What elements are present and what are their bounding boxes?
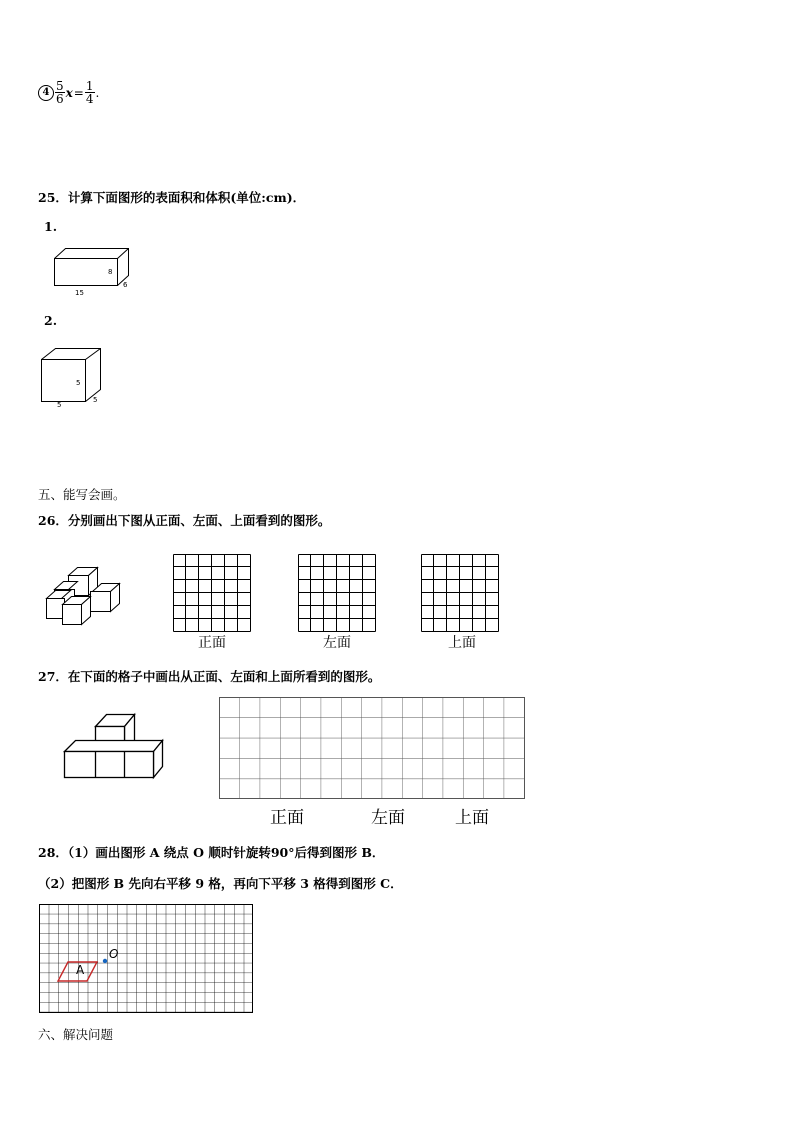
- edge-label-c: 5: [93, 396, 98, 404]
- question-27-title: 27．在下面的格子中画出从正面、左面和上面所看到的图形。: [38, 669, 381, 684]
- fraction-numerator: 1: [85, 79, 94, 93]
- question-26-title: 26．分别画出下图从正面、左面、上面看到的图形。: [38, 513, 331, 528]
- variable-x: x: [65, 85, 73, 100]
- question-28-line-1: 28．（1）画出图形 A 绕点 O 顺时针旋转90°后得到图形 B．: [38, 845, 385, 860]
- question-28-line-2: （2）把图形 B 先向右平移 9 格，再向下平移 3 格得到图形 C．: [38, 876, 403, 891]
- question-25-title: 25．计算下面图形的表面积和体积(单位:cm)．: [38, 190, 306, 205]
- fraction-numerator: 5: [56, 79, 64, 93]
- point-label-o: O: [109, 947, 119, 961]
- circled-number-4: 4: [38, 85, 54, 101]
- fraction-lhs: [55, 80, 65, 105]
- label-top-26: 上面: [448, 635, 476, 651]
- equals-sign: =: [73, 85, 84, 100]
- depth-label: 6: [123, 281, 128, 289]
- height-label: 8: [108, 268, 113, 276]
- grid-rotation-28[interactable]: [39, 904, 254, 1014]
- grid-left-view-26[interactable]: [298, 554, 376, 632]
- equation-4: [38, 80, 99, 105]
- item-2-label: 2.: [44, 313, 58, 328]
- label-front-26: 正面: [198, 635, 226, 651]
- fraction-rhs: [85, 80, 95, 105]
- length-label: 15: [75, 289, 84, 297]
- edge-label-b: 5: [57, 401, 62, 409]
- fraction-denominator: 6: [56, 92, 64, 106]
- label-top-27: 上面: [455, 808, 489, 828]
- shape-label-a: A: [76, 963, 85, 977]
- grid-front-view-26[interactable]: [173, 554, 251, 632]
- item-1-label: 1.: [44, 219, 58, 234]
- grid-views-27[interactable]: [219, 697, 526, 800]
- label-front-27: 正面: [270, 808, 304, 828]
- cube-figure: [36, 344, 108, 410]
- label-left-26: 左面: [323, 635, 351, 651]
- grid-top-view-26[interactable]: [421, 554, 499, 632]
- cube-stack-figure-26: [40, 560, 122, 630]
- point-o: [103, 959, 107, 963]
- fraction-denominator: 4: [85, 92, 94, 106]
- cuboid-figure: [48, 246, 138, 298]
- cube-stack-figure-27: [62, 710, 166, 780]
- edge-label-a: 5: [76, 379, 81, 387]
- period: .: [95, 85, 100, 100]
- section-6-heading: 六、解决问题: [38, 1027, 114, 1042]
- section-5-heading: 五、能写会画。: [38, 487, 126, 502]
- label-left-27: 左面: [371, 808, 405, 828]
